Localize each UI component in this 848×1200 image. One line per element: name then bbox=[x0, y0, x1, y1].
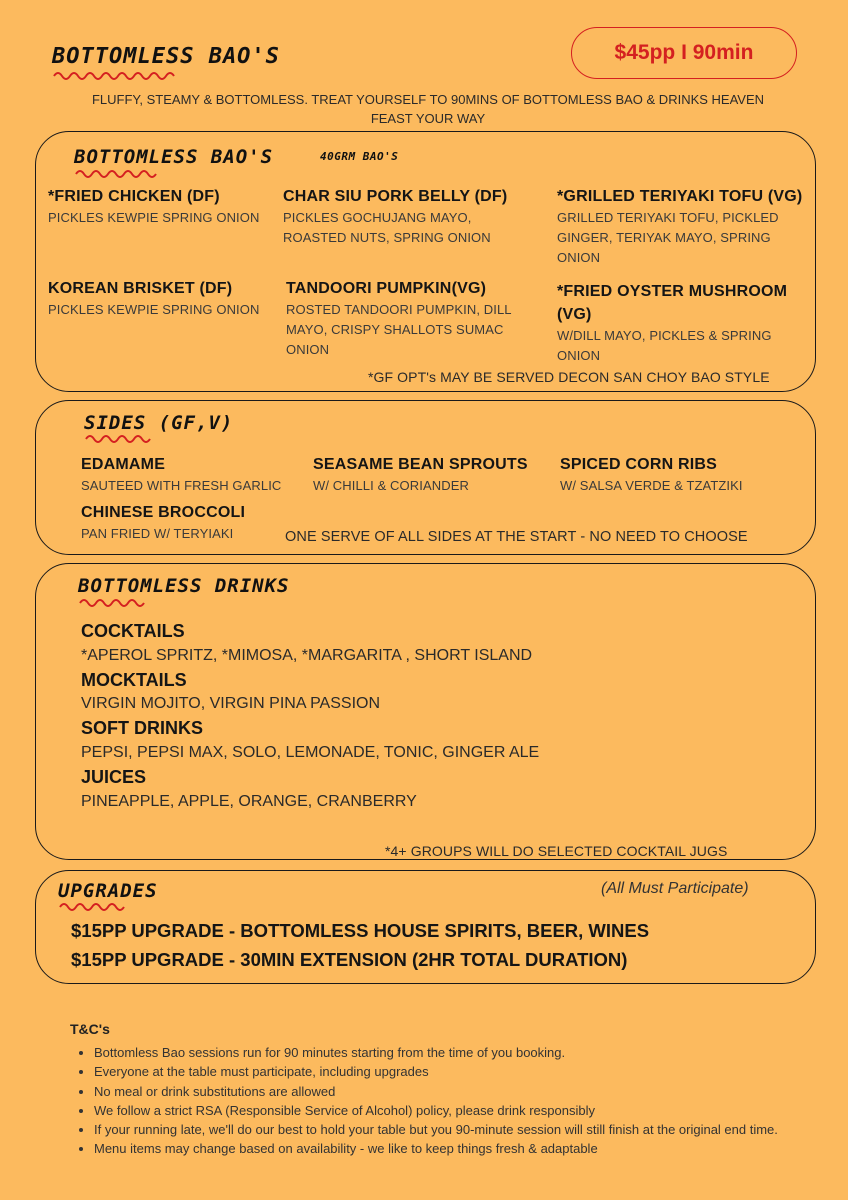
side-item-desc: W/ CHILLI & CORIANDER bbox=[313, 478, 469, 493]
drinks-heading: SOFT DRINKS bbox=[81, 718, 204, 738]
bao-item bbox=[283, 188, 513, 248]
terms-item: • We follow a strict RSA (Responsible Service of Alcohol) policy, please drink responsibly bbox=[94, 1101, 794, 1120]
bao-item-desc: GRILLED TERIYAKI TOFU, PICKLED GINGER, TERIYAK MAYO, SPRING ONION bbox=[557, 210, 779, 265]
drinks-list: PEPSI, PEPSI MAX, SOLO, LEMONADE, TONIC, GINGER ALE bbox=[81, 744, 540, 761]
bao-item bbox=[286, 280, 536, 360]
bao-item-desc: PICKLES GOCHUJANG MAYO, ROASTED NUTS, SPRING ONION bbox=[283, 210, 491, 245]
bao-item-desc: PICKLES KEWPIE SPRING ONION bbox=[48, 210, 260, 225]
bao-item bbox=[48, 280, 278, 320]
side-item-name: SPICED CORN RIBS bbox=[560, 456, 717, 473]
sides-section-title: SIDES (GF,V) bbox=[84, 412, 234, 434]
side-item-desc: W/ SALSA VERDE & TZATZIKI bbox=[560, 478, 743, 493]
drinks-heading: COCKTAILS bbox=[81, 621, 185, 641]
upgrade-item: $15PP UPGRADE - 30MIN EXTENSION (2HR TOTAL DURATION) bbox=[71, 949, 628, 970]
terms-item: • Bottomless Bao sessions run for 90 minutes starting from the time of you booking. bbox=[94, 1043, 794, 1062]
bao-item-desc: W/DILL MAYO, PICKLES & SPRING ONION bbox=[557, 328, 772, 363]
drinks-section-title: BOTTOMLESS DRINKS bbox=[78, 575, 290, 597]
drinks-note: *4+ GROUPS WILL DO SELECTED COCKTAIL JUGS bbox=[385, 843, 728, 859]
side-item-desc: PAN FRIED W/ TERYIAKI bbox=[81, 526, 234, 541]
bao-item-name: CHAR SIU PORK BELLY (DF) bbox=[283, 188, 508, 205]
side-item-name: EDAMAME bbox=[81, 456, 166, 473]
terms-title: T&C's bbox=[70, 1021, 110, 1037]
bao-item-name: KOREAN BRISKET (DF) bbox=[48, 280, 233, 297]
bao-item-name: *FRIED CHICKEN (DF) bbox=[48, 188, 220, 205]
side-item bbox=[560, 456, 743, 496]
upgrades-squiggle bbox=[58, 901, 132, 911]
terms-item: • Everyone at the table must participate, including upgrades bbox=[94, 1062, 794, 1081]
drinks-squiggle bbox=[78, 597, 152, 607]
drinks-heading: JUICES bbox=[81, 767, 147, 787]
price-badge: $45pp I 90min bbox=[571, 27, 797, 79]
drinks-list: VIRGIN MOJITO, VIRGIN PINA PASSION bbox=[81, 695, 381, 712]
bao-item-name: TANDOORI PUMPKIN(VG) bbox=[286, 280, 487, 297]
terms-item: • Menu items may change based on availability - we like to keep things fresh & adaptable bbox=[94, 1139, 794, 1158]
sides-note: ONE SERVE OF ALL SIDES AT THE START - NO NEED TO CHOOSE bbox=[285, 529, 748, 545]
page-title: BOTTOMLESS BAO'S bbox=[52, 44, 280, 69]
bao-item-desc: PICKLES KEWPIE SPRING ONION bbox=[48, 302, 260, 317]
bao-item bbox=[557, 188, 802, 268]
upgrades-note: (All Must Participate) bbox=[601, 880, 749, 897]
title-squiggle bbox=[52, 70, 182, 80]
side-item-desc: SAUTEED WITH FRESH GARLIC bbox=[81, 478, 282, 493]
side-item bbox=[81, 504, 245, 544]
bao-squiggle bbox=[74, 168, 164, 178]
sides-squiggle bbox=[84, 433, 158, 443]
terms-item: • If your running late, we'll do our best to hold your table but you 90-minute session will still finish at the original end time. bbox=[94, 1120, 794, 1139]
upgrades-section-title: UPGRADES bbox=[58, 880, 158, 902]
bao-item bbox=[557, 280, 807, 366]
drinks-heading: MOCKTAILS bbox=[81, 670, 187, 690]
side-item-name: SEASAME BEAN SPROUTS bbox=[313, 456, 528, 473]
intro-text bbox=[0, 90, 848, 128]
bao-item bbox=[48, 188, 278, 228]
drinks-list: *APEROL SPRITZ, *MIMOSA, *MARGARITA , SHORT ISLAND bbox=[81, 647, 533, 664]
terms-item: • No meal or drink substitutions are allowed bbox=[94, 1082, 794, 1101]
intro-line-2: FEAST YOUR WAY bbox=[370, 111, 486, 126]
bao-section-title: BOTTOMLESS BAO'S bbox=[74, 146, 274, 168]
terms-list bbox=[70, 1043, 794, 1159]
side-item bbox=[313, 456, 528, 496]
side-item bbox=[81, 456, 281, 496]
intro-line-1: FLUFFY, STEAMY & BOTTOMLESS. TREAT YOURSELF TO 90MINS OF BOTTOMLESS BAO & DRINKS HEAVEN bbox=[91, 92, 765, 107]
upgrade-item: $15PP UPGRADE - BOTTOMLESS HOUSE SPIRITS, BEER, WINES bbox=[71, 920, 650, 941]
side-item-name: CHINESE BROCCOLI bbox=[81, 504, 246, 521]
bao-item-name: *GRILLED TERIYAKI TOFU (VG) bbox=[557, 188, 803, 205]
bao-item-desc: ROSTED TANDOORI PUMPKIN, DILL MAYO, CRISPY SHALLOTS SUMAC ONION bbox=[286, 302, 512, 357]
bao-item-name: *FRIED OYSTER MUSHROOM (VG) bbox=[557, 283, 788, 323]
drinks-list: PINEAPPLE, APPLE, ORANGE, CRANBERRY bbox=[81, 793, 417, 810]
bao-section-subtitle: 40GRM BAO'S bbox=[320, 150, 399, 163]
bao-note: *GF OPT's MAY BE SERVED DECON SAN CHOY BAO STYLE bbox=[368, 369, 770, 385]
